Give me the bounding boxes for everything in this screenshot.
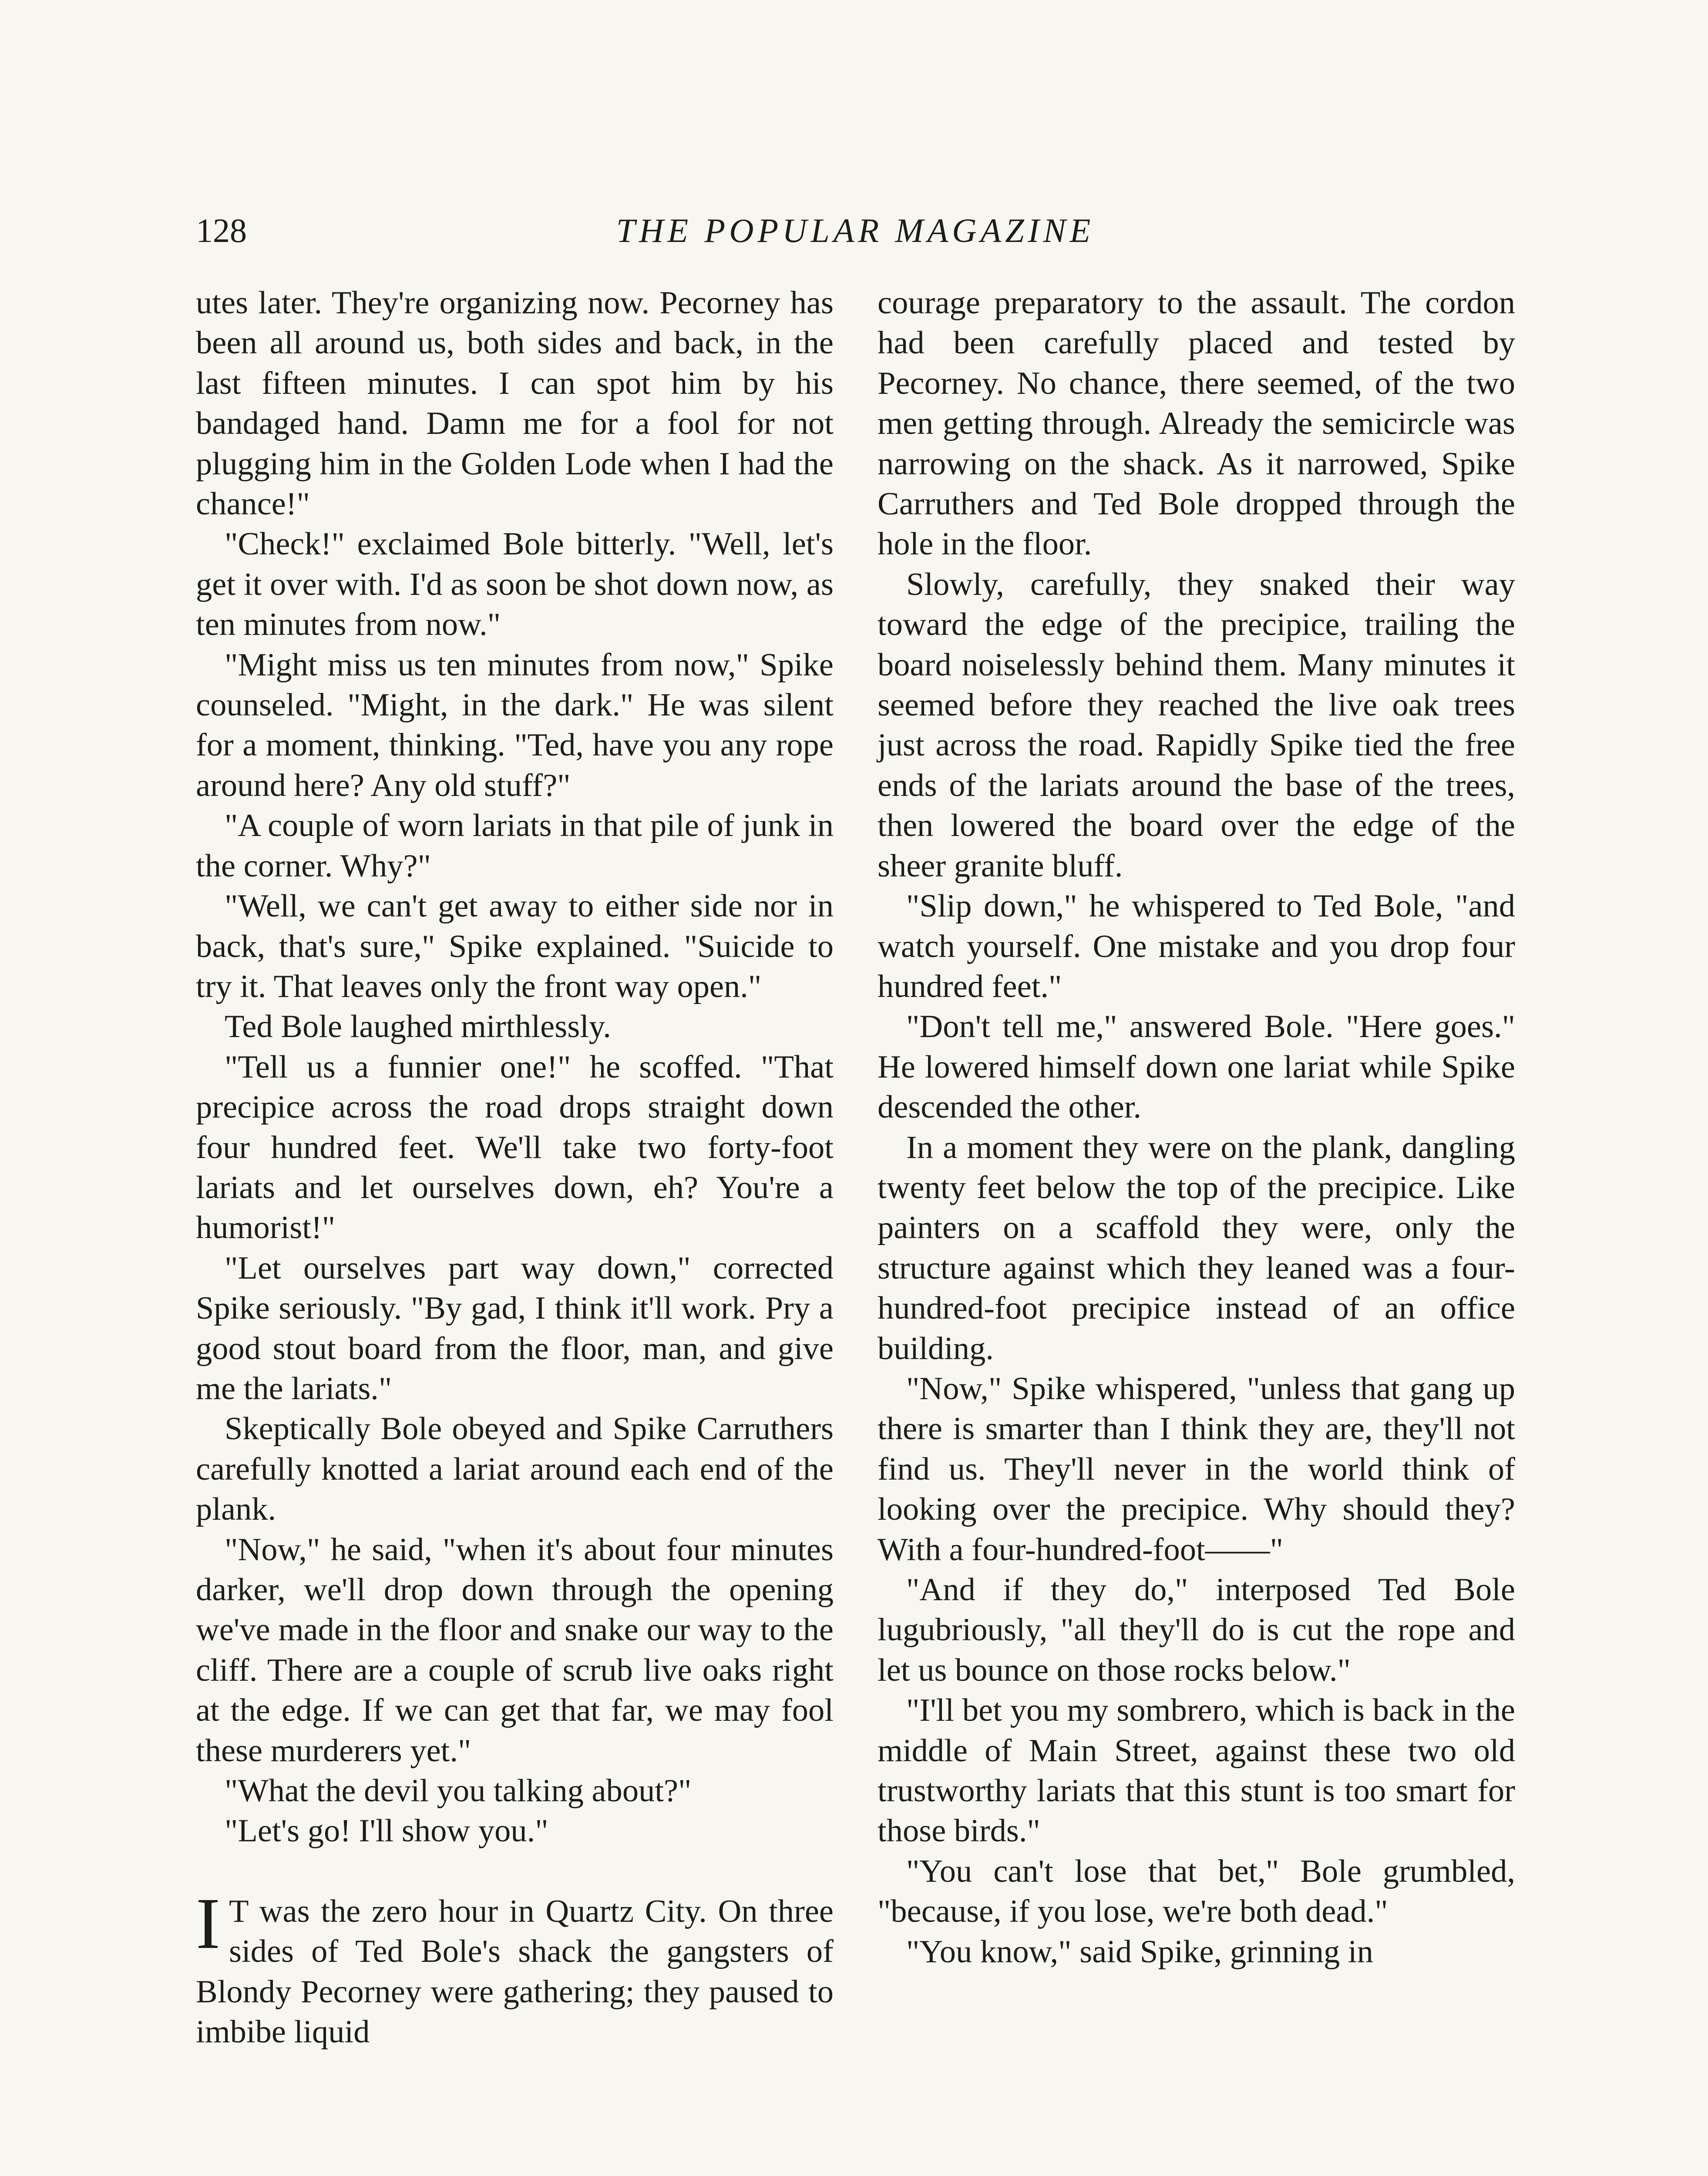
paragraph: "Let ourselves part way down," corrected Spike seriously. "By gad, I think it'll work. Pry a good stout board from the floor, man, and give me the lariats." (196, 1250, 834, 1407)
paragraph: "Slip down," he whispered to Ted Bole, "and watch yourself. One mistake and you drop four hundred feet." (878, 888, 1515, 1004)
left-column (196, 283, 834, 2052)
paragraph: "Now," he said, "when it's about four minutes darker, we'll drop down through the opening we've made in the floor and snake our way to the cliff. There are a couple of scrub live oaks right at the edge. If we can get that far, we may fool these murderers yet." (196, 1531, 834, 1769)
paragraph: "Let's go! I'll show you." (225, 1813, 548, 1849)
section-opening-paragraph: IT was the zero hour in Quartz City. On three sides of Ted Bole's shack the gangsters of Blondy Pecorney were gathering; they paused to imbibe liquid (196, 1883, 834, 2050)
magazine-title: THE POPULAR MAGAZINE (616, 212, 1095, 249)
paragraph: "I'll bet you my sombrero, which is back in the middle of Main Street, against these two old trustworthy lariats that this stunt is too smart for those birds." (878, 1692, 1515, 1849)
paragraph: "Don't tell me," answered Bole. "Here goes." He lowered himself down one lariat while Spike descended the other. (878, 1009, 1515, 1125)
paragraph: "And if they do," interposed Ted Bole lugubriously, "all they'll do is cut the rope and let us bounce on those rocks below." (878, 1572, 1515, 1688)
paragraph: "You know," said Spike, grinning in (906, 1934, 1373, 1970)
paragraph: "What the devil you talking about?" (225, 1773, 692, 1809)
paragraph: "Might miss us ten minutes from now," Spike counseled. "Might, in the dark." He was silent for a moment, thinking. "Ted, have you any rope around here? Any old stuff?" (196, 647, 834, 803)
paragraph: "You can't lose that bet," Bole grumbled, "because, if you lose, we're both dead." (878, 1853, 1515, 1930)
paragraph: Skeptically Bole obeyed and Spike Carruthers carefully knotted a lariat around each end of the plank. (196, 1411, 834, 1528)
page-header (196, 205, 1515, 257)
section-break (196, 1851, 834, 1891)
paragraph: "Now," Spike whispered, "unless that gang up there is smarter than I think they are, they'll not find us. They'll never in the world think of looking over the precipice. Why should they? With a four-hundred-foot——" (878, 1370, 1515, 1568)
page-number: 128 (196, 212, 247, 249)
paragraph: "Well, we can't get away to either side nor in back, that's sure," Spike explained. "Suicide to try it. That leaves only the front way open." (196, 888, 834, 1004)
paragraph: Slowly, carefully, they snaked their way toward the edge of the precipice, trailing the board noiselessly behind them. Many minutes it seemed before they reached the live oak trees just across the road. Rapidly Spike tied the free ends of the lariats around the base of the trees, then lowered the board over the edge of the sheer granite bluff. (878, 566, 1515, 884)
paragraph: In a moment they were on the plank, dangling twenty feet below the top of the precipice. Like painters on a scaffold they were, only the structure against which they leaned was a four-hundred-foot precipice instead of an office building. (878, 1129, 1515, 1367)
paragraph: courage preparatory to the assault. The cordon had been carefully placed and tested by Pecorney. No chance, there seemed, of the two men getting through. Already the semicircle was narrowing on the shack. As it narrowed, Spike Carruthers and Ted Bole dropped through the hole in the floor. (878, 285, 1515, 562)
right-column (878, 283, 1515, 1972)
paragraph: "Tell us a funnier one!" he scoffed. "That precipice across the road drops straight down four hundred feet. We'll take two forty-foot lariats and let ourselves down, eh? You're a humorist!" (196, 1049, 834, 1246)
paragraph: "A couple of worn lariats in that pile of junk in the corner. Why?" (196, 808, 834, 884)
paragraph: utes later. They're organizing now. Pecorney has been all around us, both sides and back, in the last fifteen minutes. I can spot him by his bandaged hand. Damn me for a fool for not plugging him in the Golden Lode when I had the chance!" (196, 285, 834, 522)
paragraph: Ted Bole laughed mirthlessly. (225, 1009, 611, 1045)
paragraph: "Check!" exclaimed Bole bitterly. "Well, let's get it over with. I'd as soon be shot down now, as ten minutes from now." (196, 526, 834, 643)
